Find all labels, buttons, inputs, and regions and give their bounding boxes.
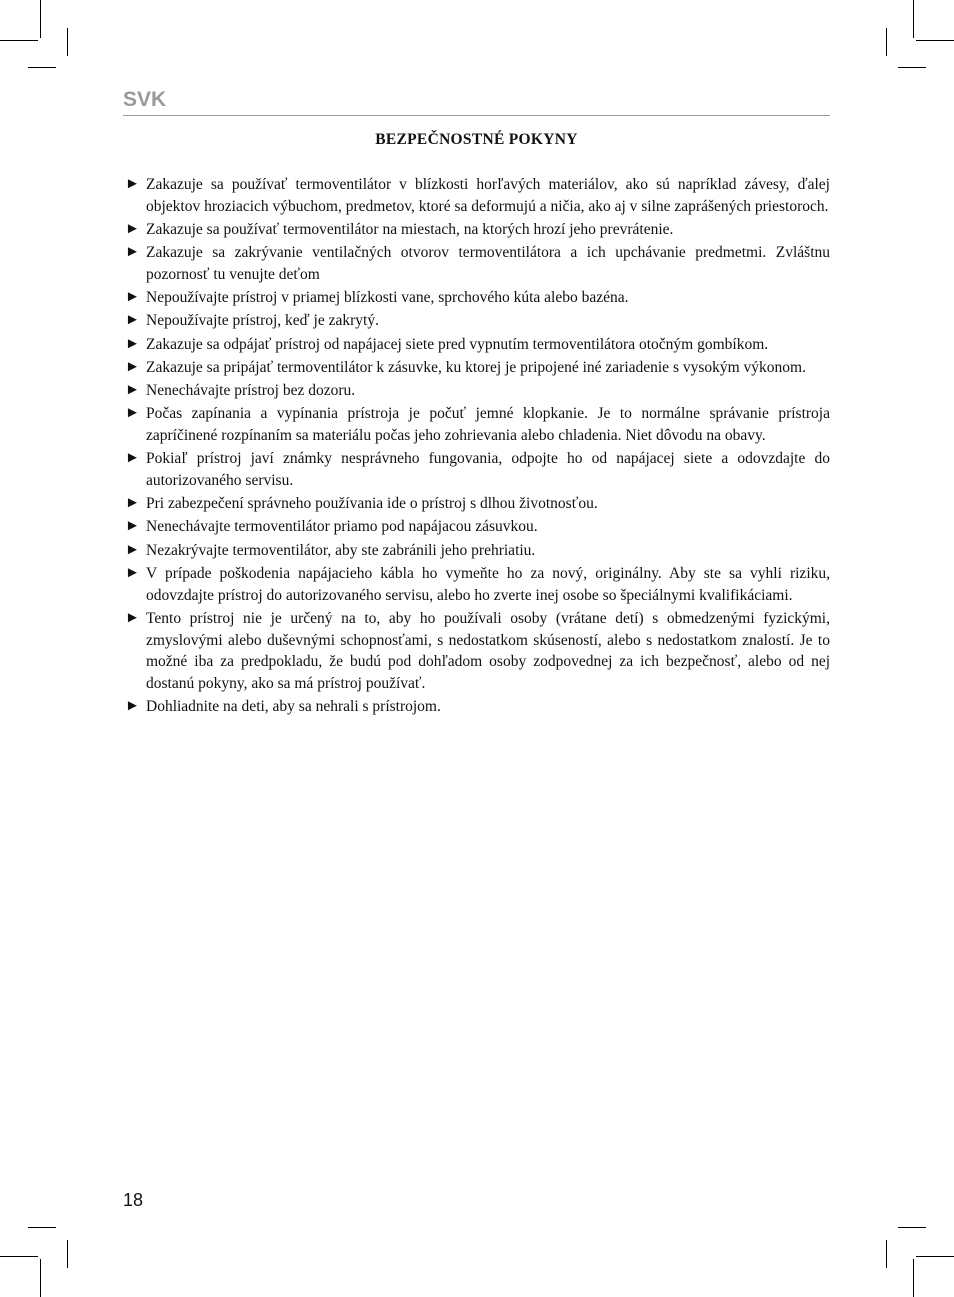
list-item-text: Pokiaľ prístroj javí známky nesprávneho fungovania, odpojte ho od napájacej siete a odovzdajte do autorizovaného servisu. — [146, 450, 830, 489]
crop-mark — [40, 1259, 41, 1297]
list-item — [123, 696, 830, 718]
list-item — [123, 380, 830, 402]
list-item-text: Nenechávajte termoventilátor priamo pod napájacou zásuvkou. — [146, 518, 538, 536]
list-item-text: Zakazuje sa zakrývanie ventilačných otvorov termoventilátora a ich upchávanie predmetmi. Zvláštnu pozornosť tu venujte deťom — [146, 244, 830, 283]
list-item-text: Zakazuje sa používať termoventilátor na miestach, na ktorých hrozí jeho prevrátenie. — [146, 220, 674, 238]
crop-mark — [886, 1240, 887, 1268]
list-item-text: Nenechávajte prístroj bez dozoru. — [146, 382, 356, 400]
crop-mark — [67, 1240, 68, 1268]
triangle-bullet-icon: ► — [125, 405, 140, 422]
section-title: BEZPEČNOSTNÉ POKYNY — [375, 131, 578, 148]
crop-mark — [28, 67, 56, 68]
list-item-text: Počas zapínania a vypínania prístroja je počuť jemné klopkanie. Je to normálne správanie prístroja zapríčinené rozpínaním sa materiálu počas jeho zohrievania alebo chladenia. Niet dôvodu na obavy. — [146, 405, 830, 445]
crop-mark — [0, 40, 38, 41]
list-item — [123, 334, 830, 356]
crop-mark — [898, 67, 926, 68]
list-item — [123, 287, 830, 309]
safety-instructions-list — [123, 174, 830, 719]
list-item-text: Zakazuje sa odpájať prístroj od napájacej siete pred vypnutím termoventilátora otočným gombíkom. — [146, 335, 769, 353]
crop-mark — [913, 0, 914, 38]
list-item-text: Tento prístroj nie je určený na to, aby ho používali osoby (vrátane detí) s obmedzenými fyzickými, zmyslovými alebo duševnými schopnosťami, s nedostatkom skúseností, alebo s nedostatkom znalostí. Je to možné iba za predpokladu, že budú pod dohľadom osoby zodpovednej za ich bezpečnosť, alebo od nej dostanú pokyny, ako sa má prístroj používať. — [146, 609, 830, 692]
list-item-text: Pri zabezpečení správneho používania ide o prístroj s dlhou životnosťou. — [146, 495, 598, 513]
list-item-text: Zakazuje sa používať termoventilátor v blízkosti horľavých materiálov, ako sú napríklad závesy, ďalej objektov hroziacich výbuchom, predmetov, ktoré sa deformujú a ničia, ako aj v silne zaprášených priestoroch. — [146, 176, 830, 215]
triangle-bullet-icon: ► — [125, 697, 140, 714]
list-item — [123, 357, 830, 379]
triangle-bullet-icon: ► — [125, 518, 140, 535]
list-item-text: Dohliadnite na deti, aby sa nehrali s prístrojom. — [146, 697, 441, 715]
crop-mark — [67, 28, 68, 56]
triangle-bullet-icon: ► — [125, 450, 140, 467]
list-item-text: Nezakrývajte termoventilátor, aby ste zabránili jeho prehriatiu. — [146, 541, 536, 559]
crop-mark — [916, 1256, 954, 1257]
triangle-bullet-icon: ► — [125, 289, 140, 306]
triangle-bullet-icon: ► — [125, 244, 140, 261]
list-item — [123, 516, 830, 538]
crop-mark — [916, 40, 954, 41]
list-item — [123, 493, 830, 515]
crop-mark — [28, 1227, 56, 1228]
list-item — [123, 540, 830, 562]
crop-mark — [886, 28, 887, 56]
list-item — [123, 242, 830, 285]
crop-mark — [898, 1227, 926, 1228]
triangle-bullet-icon: ► — [125, 220, 140, 237]
triangle-bullet-icon: ► — [125, 565, 140, 582]
list-item-text: Nepoužívajte prístroj, keď je zakrytý. — [146, 312, 379, 330]
list-item — [123, 310, 830, 332]
list-item — [123, 448, 830, 491]
page-number: 18 — [123, 1190, 144, 1210]
triangle-bullet-icon: ► — [125, 495, 140, 512]
triangle-bullet-icon: ► — [125, 382, 140, 399]
language-code: SVK — [123, 88, 167, 111]
crop-mark — [0, 1256, 38, 1257]
list-item-text: Zakazuje sa pripájať termoventilátor k zásuvke, ku ktorej je pripojené iné zariadenie s vysokým výkonom. — [146, 358, 806, 376]
triangle-bullet-icon: ► — [125, 312, 140, 329]
crop-mark — [913, 1259, 914, 1297]
crop-mark — [40, 0, 41, 38]
triangle-bullet-icon: ► — [125, 335, 140, 352]
list-item — [123, 174, 830, 217]
list-item — [123, 403, 830, 446]
list-item — [123, 563, 830, 606]
header-divider — [123, 115, 830, 116]
triangle-bullet-icon: ► — [125, 609, 140, 626]
list-item-text: Nepoužívajte prístroj v priamej blízkosti vane, sprchového kúta alebo bazéna. — [146, 289, 629, 307]
list-item-text: V prípade poškodenia napájacieho kábla ho vymeňte ho za nový, originálny. Aby ste sa vyhli riziku, odovzdajte prístroj do autorizovaného servisu, alebo ho zverte inej osobe so špeciálnymi kvalifikáciami. — [146, 565, 830, 604]
triangle-bullet-icon: ► — [125, 358, 140, 375]
triangle-bullet-icon: ► — [125, 541, 140, 558]
list-item — [123, 219, 830, 241]
list-item — [123, 608, 830, 694]
triangle-bullet-icon: ► — [125, 176, 140, 192]
